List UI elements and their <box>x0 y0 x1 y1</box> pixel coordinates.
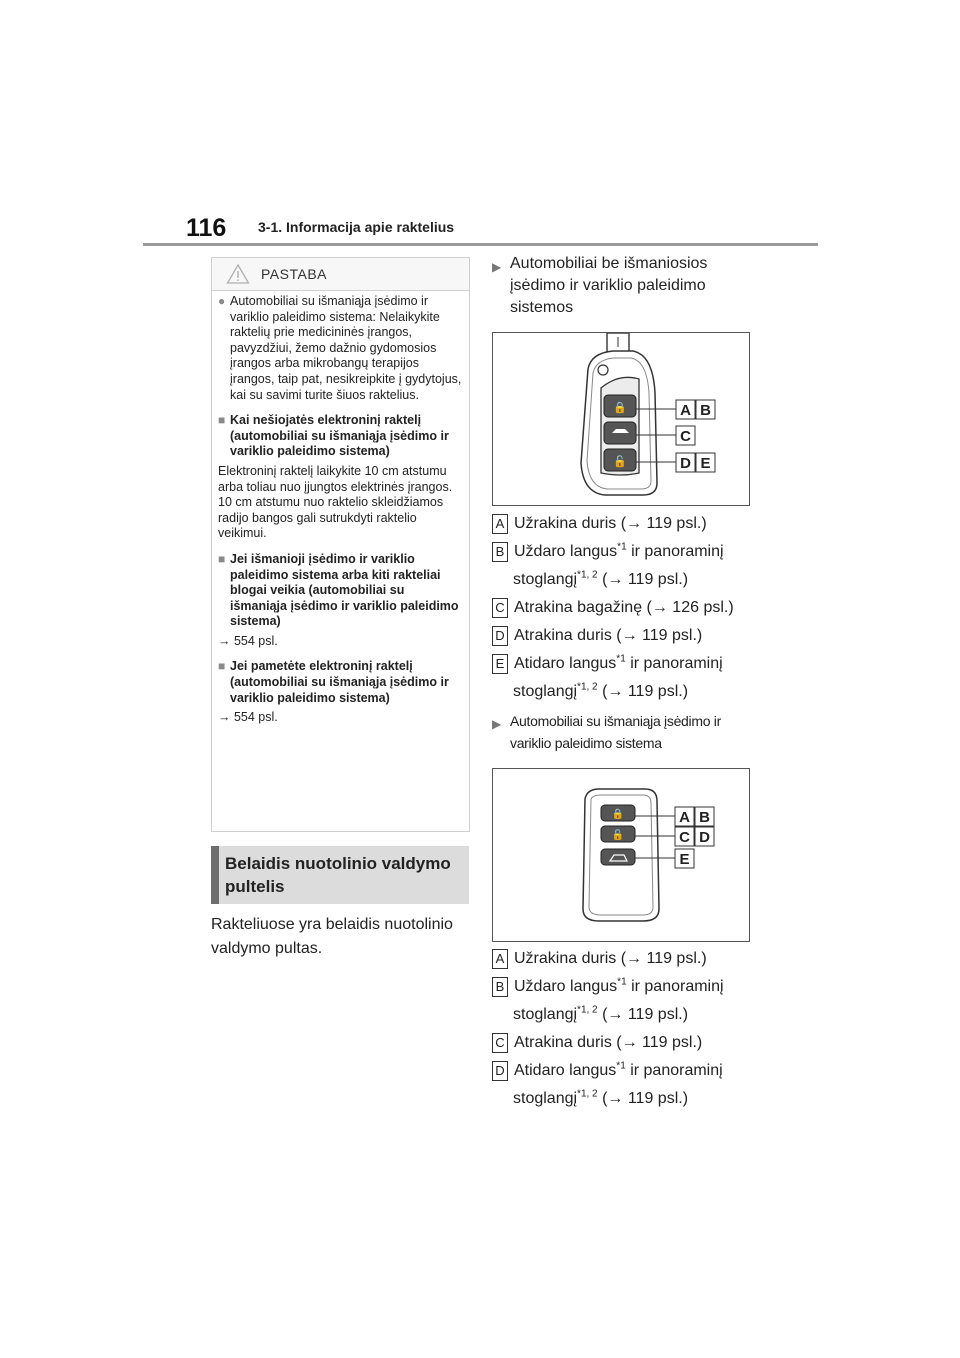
caution-title: PASTABA <box>261 266 328 282</box>
item-badge: A <box>492 514 508 534</box>
section-title: 3-1. Informacija apie raktelius <box>258 219 455 235</box>
footnote-ref: *1 <box>617 976 627 988</box>
footnote-ref: *1, 2 <box>577 569 598 581</box>
footnote-ref: *1 <box>616 653 626 665</box>
list-item <box>492 1029 752 1057</box>
footnote-ref: *1 <box>616 1060 626 1072</box>
item-text: stoglangį <box>513 1090 578 1107</box>
caution-body <box>218 294 464 736</box>
fig-label: C <box>680 428 691 445</box>
group1-items <box>492 510 752 706</box>
fig-label: B <box>699 809 710 826</box>
section-heading-text: Belaidis nuotolinio valdymo pultelis <box>225 854 451 896</box>
caution-text: Automobiliai su išmaniąja įsėdimo ir variklio paleidimo sistema: Nelaikykite raktelių prie medicininės įrangos, pavyzdžiui, žemo dažnio gydomosios įrangos arba mikrobangų terapijos įrangos, taip pat, nesikreipkite į gydytojus, kai su savimi turite šiuos raktelius. <box>230 294 462 402</box>
list-item <box>492 594 752 622</box>
caution-subheading-text: Jei išmanioji įsėdimo ir variklio paleidimo sistema arba kiti rakteliai blogai veikia (automobiliai su išmaniąja įsėdimo ir variklio paleidimo sistema) <box>230 551 459 629</box>
square-bullet-icon: ■ <box>218 659 226 674</box>
warning-triangle-icon <box>226 263 250 285</box>
key-figure-1 <box>492 332 750 506</box>
item-text: (→ 119 psl.) <box>597 571 689 588</box>
caution-box <box>211 257 470 832</box>
key-figure-2 <box>492 768 750 942</box>
item-text: Atidaro langus <box>514 655 617 672</box>
item-text: Atidaro langus <box>514 1062 617 1079</box>
caution-item <box>218 294 464 403</box>
list-item <box>492 945 752 973</box>
svg-text:🔒: 🔒 <box>611 809 625 820</box>
fig-label: A <box>680 402 691 419</box>
circle-bullet-icon: ● <box>218 294 226 308</box>
item-text: Užrakina duris (→ 119 psl.) <box>514 950 707 967</box>
svg-text:🔒: 🔒 <box>613 401 627 414</box>
flip-key-illustration <box>493 333 749 505</box>
item-text: ir panoraminį <box>626 978 724 995</box>
smart-key-illustration <box>493 769 749 941</box>
footnote-ref: *1, 2 <box>577 1088 598 1100</box>
caution-subheading <box>218 552 464 630</box>
item-text: ir panoraminį <box>625 655 723 672</box>
list-item <box>492 973 752 1029</box>
item-text: (→ 119 psl.) <box>597 683 689 700</box>
list-item <box>492 622 752 650</box>
caution-subheading-text: Jei pametėte elektroninį raktelį (automobiliai su išmaniąja įsėdimo ir variklio paleidimo sistema) <box>230 659 449 705</box>
list-item <box>492 538 752 594</box>
item-text: Uždaro langus <box>514 978 618 995</box>
list-item <box>492 510 752 538</box>
item-text: stoglangį <box>513 683 578 700</box>
item-badge: B <box>492 542 508 562</box>
triangle-marker-icon: ▶ <box>492 717 501 731</box>
item-text: (→ 119 psl.) <box>597 1090 689 1107</box>
item-text: Užrakina duris (→ 119 psl.) <box>514 515 707 532</box>
header-rule <box>143 243 818 246</box>
section-heading <box>211 846 469 904</box>
group2-title-text: Automobiliai su išmaniąja įsėdimo ir variklio paleidimo sistema <box>510 713 721 751</box>
group1-title-text: Automobiliai be išmaniosios įsėdimo ir variklio paleidimo sistemos <box>510 255 708 316</box>
footnote-ref: *1, 2 <box>577 1004 598 1016</box>
caution-subheading <box>218 659 464 706</box>
caution-subheading-text: Kai nešiojatės elektroninį raktelį (automobiliai su išmaniąja įsėdimo ir variklio paleidimo sistema) <box>230 413 449 459</box>
item-text: ir panoraminį <box>625 1062 723 1079</box>
fig-label: D <box>699 829 710 846</box>
square-bullet-icon: ■ <box>218 551 226 566</box>
footnote-ref: *1, 2 <box>577 681 598 693</box>
svg-text:🔓: 🔓 <box>611 830 625 841</box>
group2-title <box>492 710 752 754</box>
item-badge: D <box>492 626 508 646</box>
item-text: Atrakina duris (→ 119 psl.) <box>514 1034 703 1051</box>
item-text: ir panoraminį <box>626 543 724 560</box>
caution-ref: → 554 psl. <box>218 633 278 648</box>
footnote-ref: *1 <box>617 541 627 553</box>
heading-bar <box>211 846 219 904</box>
fig-label: B <box>700 402 711 419</box>
group2-items <box>492 945 752 1113</box>
square-bullet-icon: ■ <box>218 413 226 428</box>
item-text: Atrakina bagažinę (→ 126 psl.) <box>514 599 734 616</box>
item-badge: B <box>492 977 508 997</box>
item-text: stoglangį <box>513 1006 578 1023</box>
item-badge: D <box>492 1061 508 1081</box>
item-badge: A <box>492 949 508 969</box>
item-badge: E <box>492 654 508 674</box>
fig-label: C <box>679 829 690 846</box>
group1-title <box>492 253 752 319</box>
triangle-marker-icon: ▶ <box>492 260 502 274</box>
fig-label: E <box>700 455 711 472</box>
fig-label: A <box>679 809 690 826</box>
item-text: (→ 119 psl.) <box>597 1006 689 1023</box>
list-item <box>492 1057 752 1113</box>
caution-text: Elektroninį raktelį laikykite 10 cm atstumu arba toliau nuo įjungtos elektrinės įrangos. 10 cm atstumu nuo raktelio skleidžiamos radijo bangos gali sutrukdyti raktelio veikimui. <box>218 463 453 541</box>
item-text: Atrakina duris (→ 119 psl.) <box>514 627 703 644</box>
caution-header <box>212 258 469 291</box>
page-number: 116 <box>186 214 227 242</box>
item-badge: C <box>492 598 508 618</box>
caution-subheading <box>218 413 464 460</box>
caution-ref: → 554 psl. <box>218 710 278 725</box>
list-item <box>492 650 752 706</box>
fig-label: D <box>680 455 691 472</box>
item-badge: C <box>492 1033 508 1053</box>
item-text: stoglangį <box>513 571 578 588</box>
item-text: Uždaro langus <box>514 543 618 560</box>
svg-text:🔓: 🔓 <box>613 455 627 468</box>
fig-label: E <box>679 851 690 868</box>
intro-paragraph: Rakteliuose yra belaidis nuotolinio valdymo pultas. <box>211 916 453 957</box>
